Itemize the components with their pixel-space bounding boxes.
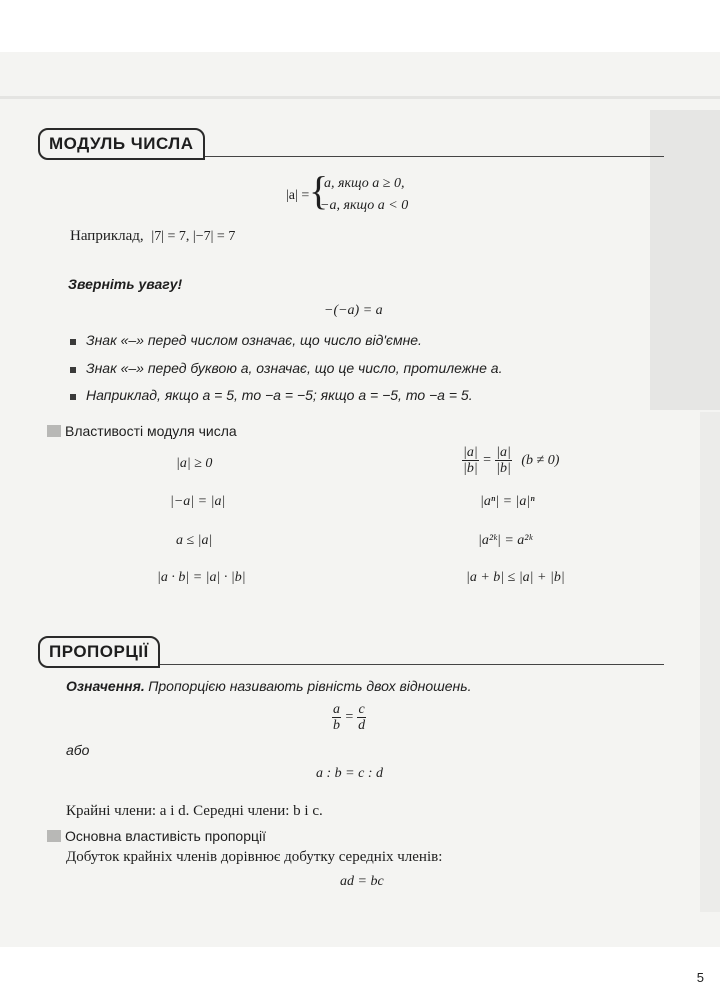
example-label: Наприклад, [70,228,144,244]
proportion-fraction: $\frac{a}{b}$ = $\frac{c}{d}$ [333,702,366,733]
bullet-item-2: Знак «–» перед буквою a, означає, що це число, протилежне a. [86,360,503,376]
attention-heading: Зверніть увагу! [68,276,183,292]
property-triangle: |a + b| ≤ |a| + |b| [466,570,565,585]
properties-title: Властивості модуля числа [65,423,237,439]
section2-title: ПРОПОРЦІЇ [38,636,160,668]
definition-text: Пропорцією називають рівність двох відношень. [148,678,472,694]
brace-glyph: { [309,168,329,213]
page [0,52,720,985]
or-label: або [66,742,90,758]
bullet-marker [70,339,76,345]
definition-line [66,678,471,696]
abs-definition-case2: −a, якщо a < 0 [320,198,409,213]
gray-square-icon [47,425,61,437]
bleed-through-tab [650,110,720,410]
abs-definition-lhs: |a| = [286,188,310,203]
attention-formula: −(−a) = a [324,303,383,318]
property-le: a ≤ |a| [176,533,213,548]
ratio-formula: a : b = c : d [316,766,383,781]
example-value: |7| = 7, |−7| = 7 [151,229,236,244]
page-number: 5 [696,970,704,985]
property-product: |a · b| = |a| · |b| [157,570,246,585]
property-nonneg: |a| ≥ 0 [176,456,213,471]
section1-title: МОДУЛЬ ЧИСЛА [38,128,205,160]
property-opposite: |−a| = |a| [170,494,226,509]
example-line [70,228,235,245]
bullet-marker [70,367,76,373]
property-quotient: $\frac{|a|}{|b|}$ = $\frac{|a|}{|b|}$ (b ≠ 0) [463,445,560,476]
bullet-item-1: Знак «–» перед числом означає, що число від'ємне. [86,332,422,348]
main-property-heading [47,828,266,844]
bullet-item-3: Наприклад, якщо a = 5, то −a = −5; якщо a = −5, то −a = 5. [86,387,473,403]
properties-heading [47,423,237,439]
main-property-formula: ad = bc [340,874,384,889]
main-property-text: Добуток крайніх членів дорівнює добутку середніх членів: [66,849,443,865]
terms-text: Крайні члени: a і d. Середні члени: b і c. [66,803,323,819]
bleed-through-edge [700,412,720,912]
abs-definition-case1: a, якщо a ≥ 0, [324,176,405,191]
bullet-marker [70,394,76,400]
main-property-title: Основна властивість пропорції [65,828,267,844]
gray-square-icon [47,830,61,842]
property-power: |aⁿ| = |a|ⁿ [480,494,535,509]
property-even-power: |a²ᵏ| = a²ᵏ [478,533,533,548]
definition-label: Означення. [66,678,145,694]
scan-shadow-line [0,96,720,99]
